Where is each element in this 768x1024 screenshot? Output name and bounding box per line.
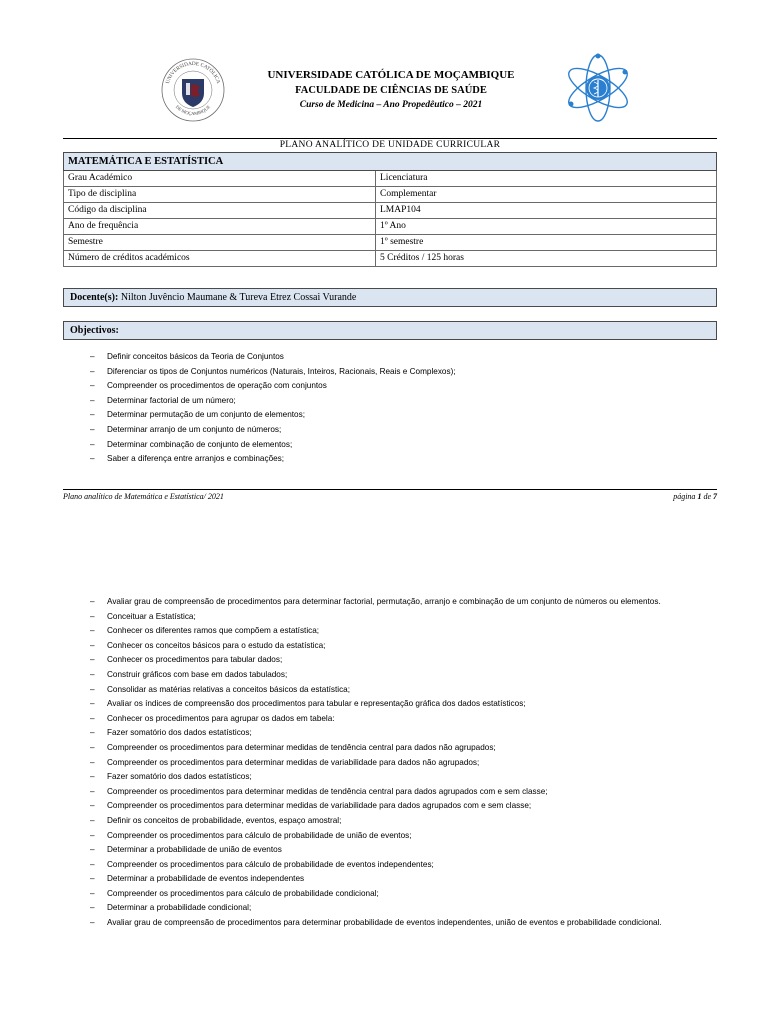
university-name: UNIVERSIDADE CATÓLICA DE MOÇAMBIQUE [267, 69, 515, 81]
document-header [0, 52, 768, 132]
list-item: – Conhecer os procedimentos para agrupar os dados em tabela: [90, 712, 695, 727]
page-footer [63, 489, 717, 501]
info-rows [64, 171, 717, 267]
footer-document-name: Plano analítico de Matemática e Estatística/ 2021 [63, 492, 224, 501]
table-row [64, 187, 717, 203]
objectives-list-page2 [90, 595, 695, 931]
table-row [64, 203, 717, 219]
table-row [64, 235, 717, 251]
course-name: Curso de Medicina – Ano Propedêutico – 2021 [299, 100, 483, 110]
list-item: – Consolidar as matérias relativas a conceitos básicos da estatística; [90, 683, 695, 698]
subject-name: MATEMÁTICA E ESTATÍSTICA [64, 153, 717, 171]
university-seal-logo [160, 57, 226, 123]
list-item: – Avaliar os índices de compreensão dos procedimentos para tabular e representação gráfica dos dados estatísticos; [90, 697, 695, 712]
list-item: – Compreender os procedimentos para determinar medidas de variabilidade para dados agrupados com e sem classe; [90, 799, 695, 814]
info-value: Complementar [376, 187, 717, 203]
list-item: – Fazer somatório dos dados estatísticos; [90, 770, 695, 785]
list-item: – Saber a diferença entre arranjos e combinações; [90, 452, 710, 467]
list-item: – Determinar a probabilidade condicional; [90, 901, 695, 916]
list-item: – Conhecer os conceitos básicos para o estudo da estatística; [90, 639, 695, 654]
plan-title: PLANO ANALÍTICO DE UNIDADE CURRICULAR [63, 138, 717, 150]
info-value: LMAP104 [376, 203, 717, 219]
faculty-name: FACULDADE DE CIÊNCIAS DE SAÚDE [295, 85, 487, 96]
info-value: 5 Créditos / 125 horas [376, 251, 717, 267]
list-item: – Compreender os procedimentos para cálculo de probabilidade condicional; [90, 887, 695, 902]
list-item: – Compreender os procedimentos para cálculo de probabilidade de união de eventos; [90, 829, 695, 844]
table-row [64, 219, 717, 235]
svg-text:DE MOÇAMBIQUE: DE MOÇAMBIQUE [174, 104, 212, 117]
list-item: – Diferenciar os tipos de Conjuntos numéricos (Naturais, Inteiros, Racionais, Reais e Complexos); [90, 365, 710, 380]
list-item: – Definir os conceitos de probabilidade, eventos, espaço amostral; [90, 814, 695, 829]
objectives-header [63, 321, 717, 340]
list-item: – Determinar a probabilidade de união de eventos [90, 843, 695, 858]
course-info-table [63, 152, 717, 267]
institution-heading [226, 68, 556, 113]
svg-text:UNIVERSIDADE CATÓLICA: UNIVERSIDADE CATÓLICA [164, 60, 222, 85]
docentes-names: Nilton Juvêncio Maumane & Tureva Etrez Cossai Vurande [120, 292, 357, 303]
list-item: – Compreender os procedimentos de operação com conjuntos [90, 379, 710, 394]
subject-header-row [64, 153, 717, 171]
list-item: – Conhecer os procedimentos para tabular dados; [90, 653, 695, 668]
info-label: Semestre [64, 235, 376, 251]
info-value: 1º Ano [376, 219, 717, 235]
list-item: – Determinar combinação de conjunto de elementos; [90, 438, 710, 453]
list-item: – Determinar a probabilidade de eventos independentes [90, 872, 695, 887]
list-item: – Avaliar grau de compreensão de procedimentos para determinar factorial, permutação, arranjo e combinação de um conjunto de números ou elementos. [90, 595, 695, 610]
list-item: – Compreender os procedimentos para cálculo de probabilidade de eventos independentes; [90, 858, 695, 873]
info-label: Código da disciplina [64, 203, 376, 219]
info-label: Número de créditos académicos [64, 251, 376, 267]
table-row [64, 251, 717, 267]
info-label: Grau Académico [64, 171, 376, 187]
objectives-label: Objectivos: [70, 325, 119, 336]
table-row [64, 171, 717, 187]
docentes-row [63, 288, 717, 307]
objectives-list-page1 [90, 350, 710, 467]
list-item: – Avaliar grau de compreensão de procedimentos para determinar probabilidade de eventos independentes, união de eventos e probabilidade condicional. [90, 916, 695, 931]
docentes-label: Docente(s): [70, 292, 119, 303]
footer-page-number: página 1 de 7 [673, 492, 717, 501]
list-item: – Determinar permutação de um conjunto de elementos; [90, 408, 710, 423]
info-value: 1º semestre [376, 235, 717, 251]
list-item: – Conhecer os diferentes ramos que compõem a estatística; [90, 624, 695, 639]
list-item: – Conceituar a Estatística; [90, 610, 695, 625]
info-label: Ano de frequência [64, 219, 376, 235]
list-item: – Definir conceitos básicos da Teoria de Conjuntos [90, 350, 710, 365]
list-item: – Fazer somatório dos dados estatísticos; [90, 726, 695, 741]
health-sciences-atom-logo [562, 52, 634, 124]
list-item: – Compreender os procedimentos para determinar medidas de variabilidade para dados não agrupados; [90, 756, 695, 771]
list-item: – Determinar arranjo de um conjunto de números; [90, 423, 710, 438]
list-item: – Compreender os procedimentos para determinar medidas de tendência central para dados não agrupados; [90, 741, 695, 756]
info-value: Licenciatura [376, 171, 717, 187]
list-item: – Compreender os procedimentos para determinar medidas de tendência central para dados agrupados com e sem classe; [90, 785, 695, 800]
list-item: – Construir gráficos com base em dados tabulados; [90, 668, 695, 683]
info-label: Tipo de disciplina [64, 187, 376, 203]
list-item: – Determinar factorial de um número; [90, 394, 710, 409]
